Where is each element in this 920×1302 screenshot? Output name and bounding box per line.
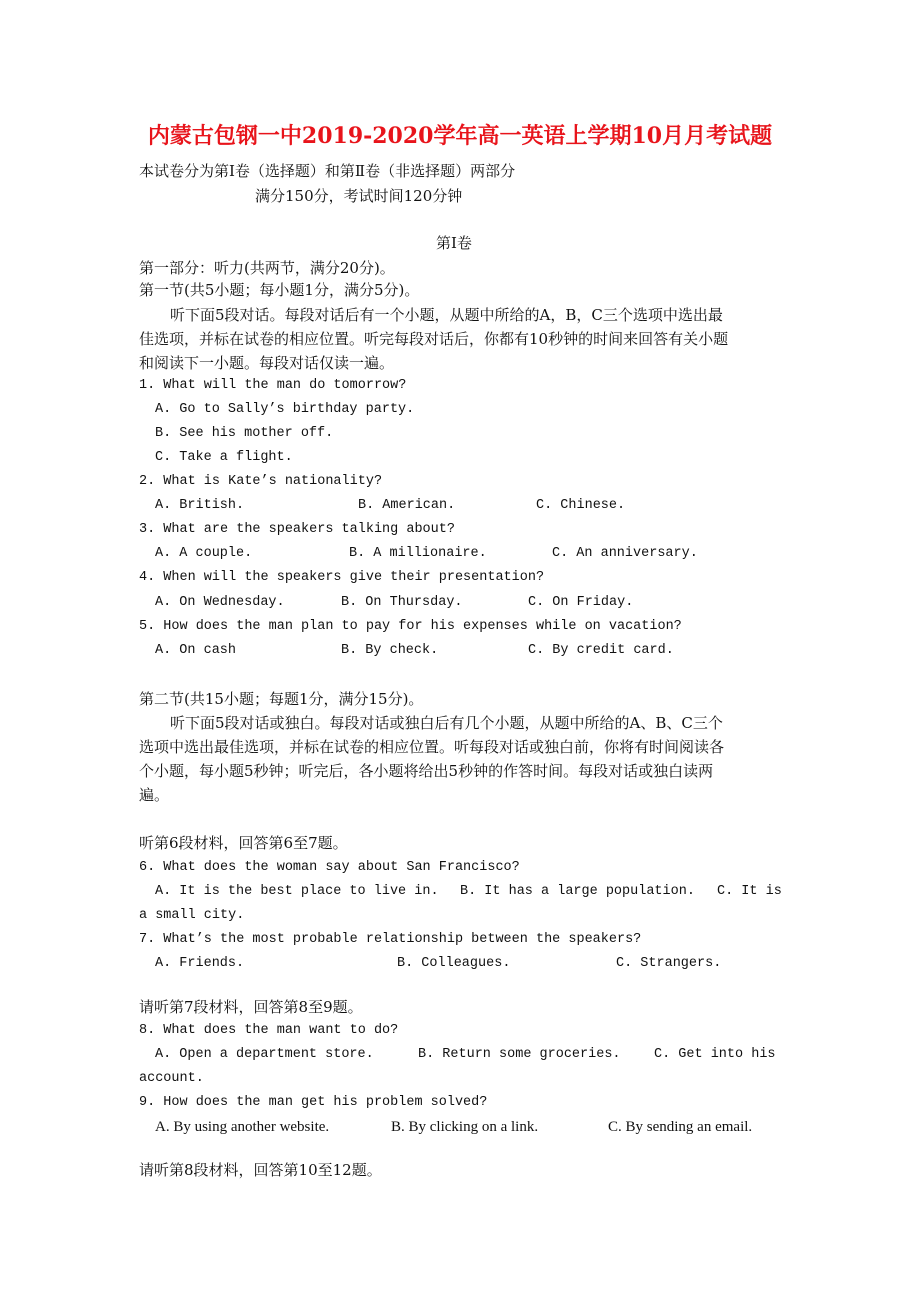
option-a: A. It is the best place to live in. (155, 884, 439, 899)
option-a: A. On Wednesday. (155, 595, 285, 610)
option-a: A. Go to Sally’s birthday party. (155, 402, 415, 417)
option-b: B. Colleagues. (397, 956, 511, 971)
volume-heading: 第Ⅰ卷 (436, 234, 472, 252)
question-5: 5. How does the man plan to pay for his expenses while on vacation? (139, 619, 682, 634)
option-c-continued: a small city. (139, 908, 245, 923)
question-1: 1. What will the man do tomorrow? (139, 378, 407, 393)
option-c: C. It is (717, 884, 782, 899)
option-b: B. It has a large population. (460, 884, 695, 899)
section-heading: 第一节(共5小题；每小题1分，满分5分)。 (139, 281, 420, 299)
option-b: B. By clicking on a link. (391, 1119, 539, 1135)
option-b: B. See his mother off. (155, 426, 334, 441)
option-c: C. By sending an email. (608, 1119, 753, 1135)
material-heading: 请听第8段材料，回答第10至12题。 (139, 1161, 382, 1179)
part-heading: 第一部分：听力(共两节，满分20分)。 (139, 259, 395, 277)
instruction-line: 选项中选出最佳选项，并标在试卷的相应位置。听每段对话或独白前，你将有时间阅读各 (139, 738, 725, 756)
instruction-line: 和阅读下一小题。每段对话仅读一遍。 (139, 354, 395, 372)
intro-line: 满分150分，考试时间120分钟 (255, 187, 463, 205)
option-a: A. By using another website. (155, 1119, 330, 1135)
instruction-line: 佳选项，并标在试卷的相应位置。听完每段对话后，你都有10秒钟的时间来回答有关小题 (139, 330, 729, 348)
option-a: A. British. (155, 498, 245, 513)
question-7: 7. What’s the most probable relationship between the speakers? (139, 932, 642, 947)
instruction-line: 听下面5段对话或独白。每段对话或独白后有几个小题，从题中所给的A、B、C三个 (170, 714, 723, 732)
option-b: B. A millionaire. (349, 546, 487, 561)
option-a: A. Open a department store. (155, 1047, 374, 1062)
instruction-line: 听下面5段对话。每段对话后有一个小题，从题中所给的A，B，C三个选项中选出最 (170, 306, 723, 324)
instruction-line: 个小题，每小题5秒钟；听完后，各小题将给出5秒钟的作答时间。每段对话或独白读两 (139, 762, 714, 780)
option-b: B. American. (358, 498, 456, 513)
option-b: B. Return some groceries. (418, 1047, 621, 1062)
option-c: C. Strangers. (616, 956, 722, 971)
option-b: B. On Thursday. (341, 595, 463, 610)
option-c: C. By credit card. (528, 643, 674, 658)
option-c: C. On Friday. (528, 595, 634, 610)
question-9: 9. How does the man get his problem solved? (139, 1095, 488, 1110)
question-6: 6. What does the woman say about San Francisco? (139, 860, 520, 875)
question-8: 8. What does the man want to do? (139, 1023, 399, 1038)
option-c: C. An anniversary. (552, 546, 698, 561)
section-heading: 第二节(共15小题；每题1分，满分15分)。 (139, 690, 424, 708)
material-heading: 听第6段材料，回答第6至7题。 (139, 834, 348, 852)
option-a: A. A couple. (155, 546, 253, 561)
option-b: B. By check. (341, 643, 439, 658)
intro-line: 本试卷分为第Ⅰ卷（选择题）和第Ⅱ卷（非选择题）两部分 (139, 162, 516, 180)
question-3: 3. What are the speakers talking about? (139, 522, 455, 537)
option-a: A. On cash (155, 643, 237, 658)
material-heading: 请听第7段材料，回答第8至9题。 (139, 998, 363, 1016)
instruction-line: 遍。 (139, 786, 170, 804)
option-c: C. Chinese. (536, 498, 626, 513)
option-c: C. Take a flight. (155, 450, 293, 465)
document-title: 内蒙古包钢一中2019-2020学年高一英语上学期10月月考试题 (147, 123, 773, 149)
question-4: 4. When will the speakers give their presentation? (139, 570, 545, 585)
option-c-continued: account. (139, 1071, 204, 1086)
question-2: 2. What is Kate’s nationality? (139, 474, 383, 489)
option-c: C. Get into his (654, 1047, 776, 1062)
option-a: A. Friends. (155, 956, 245, 971)
